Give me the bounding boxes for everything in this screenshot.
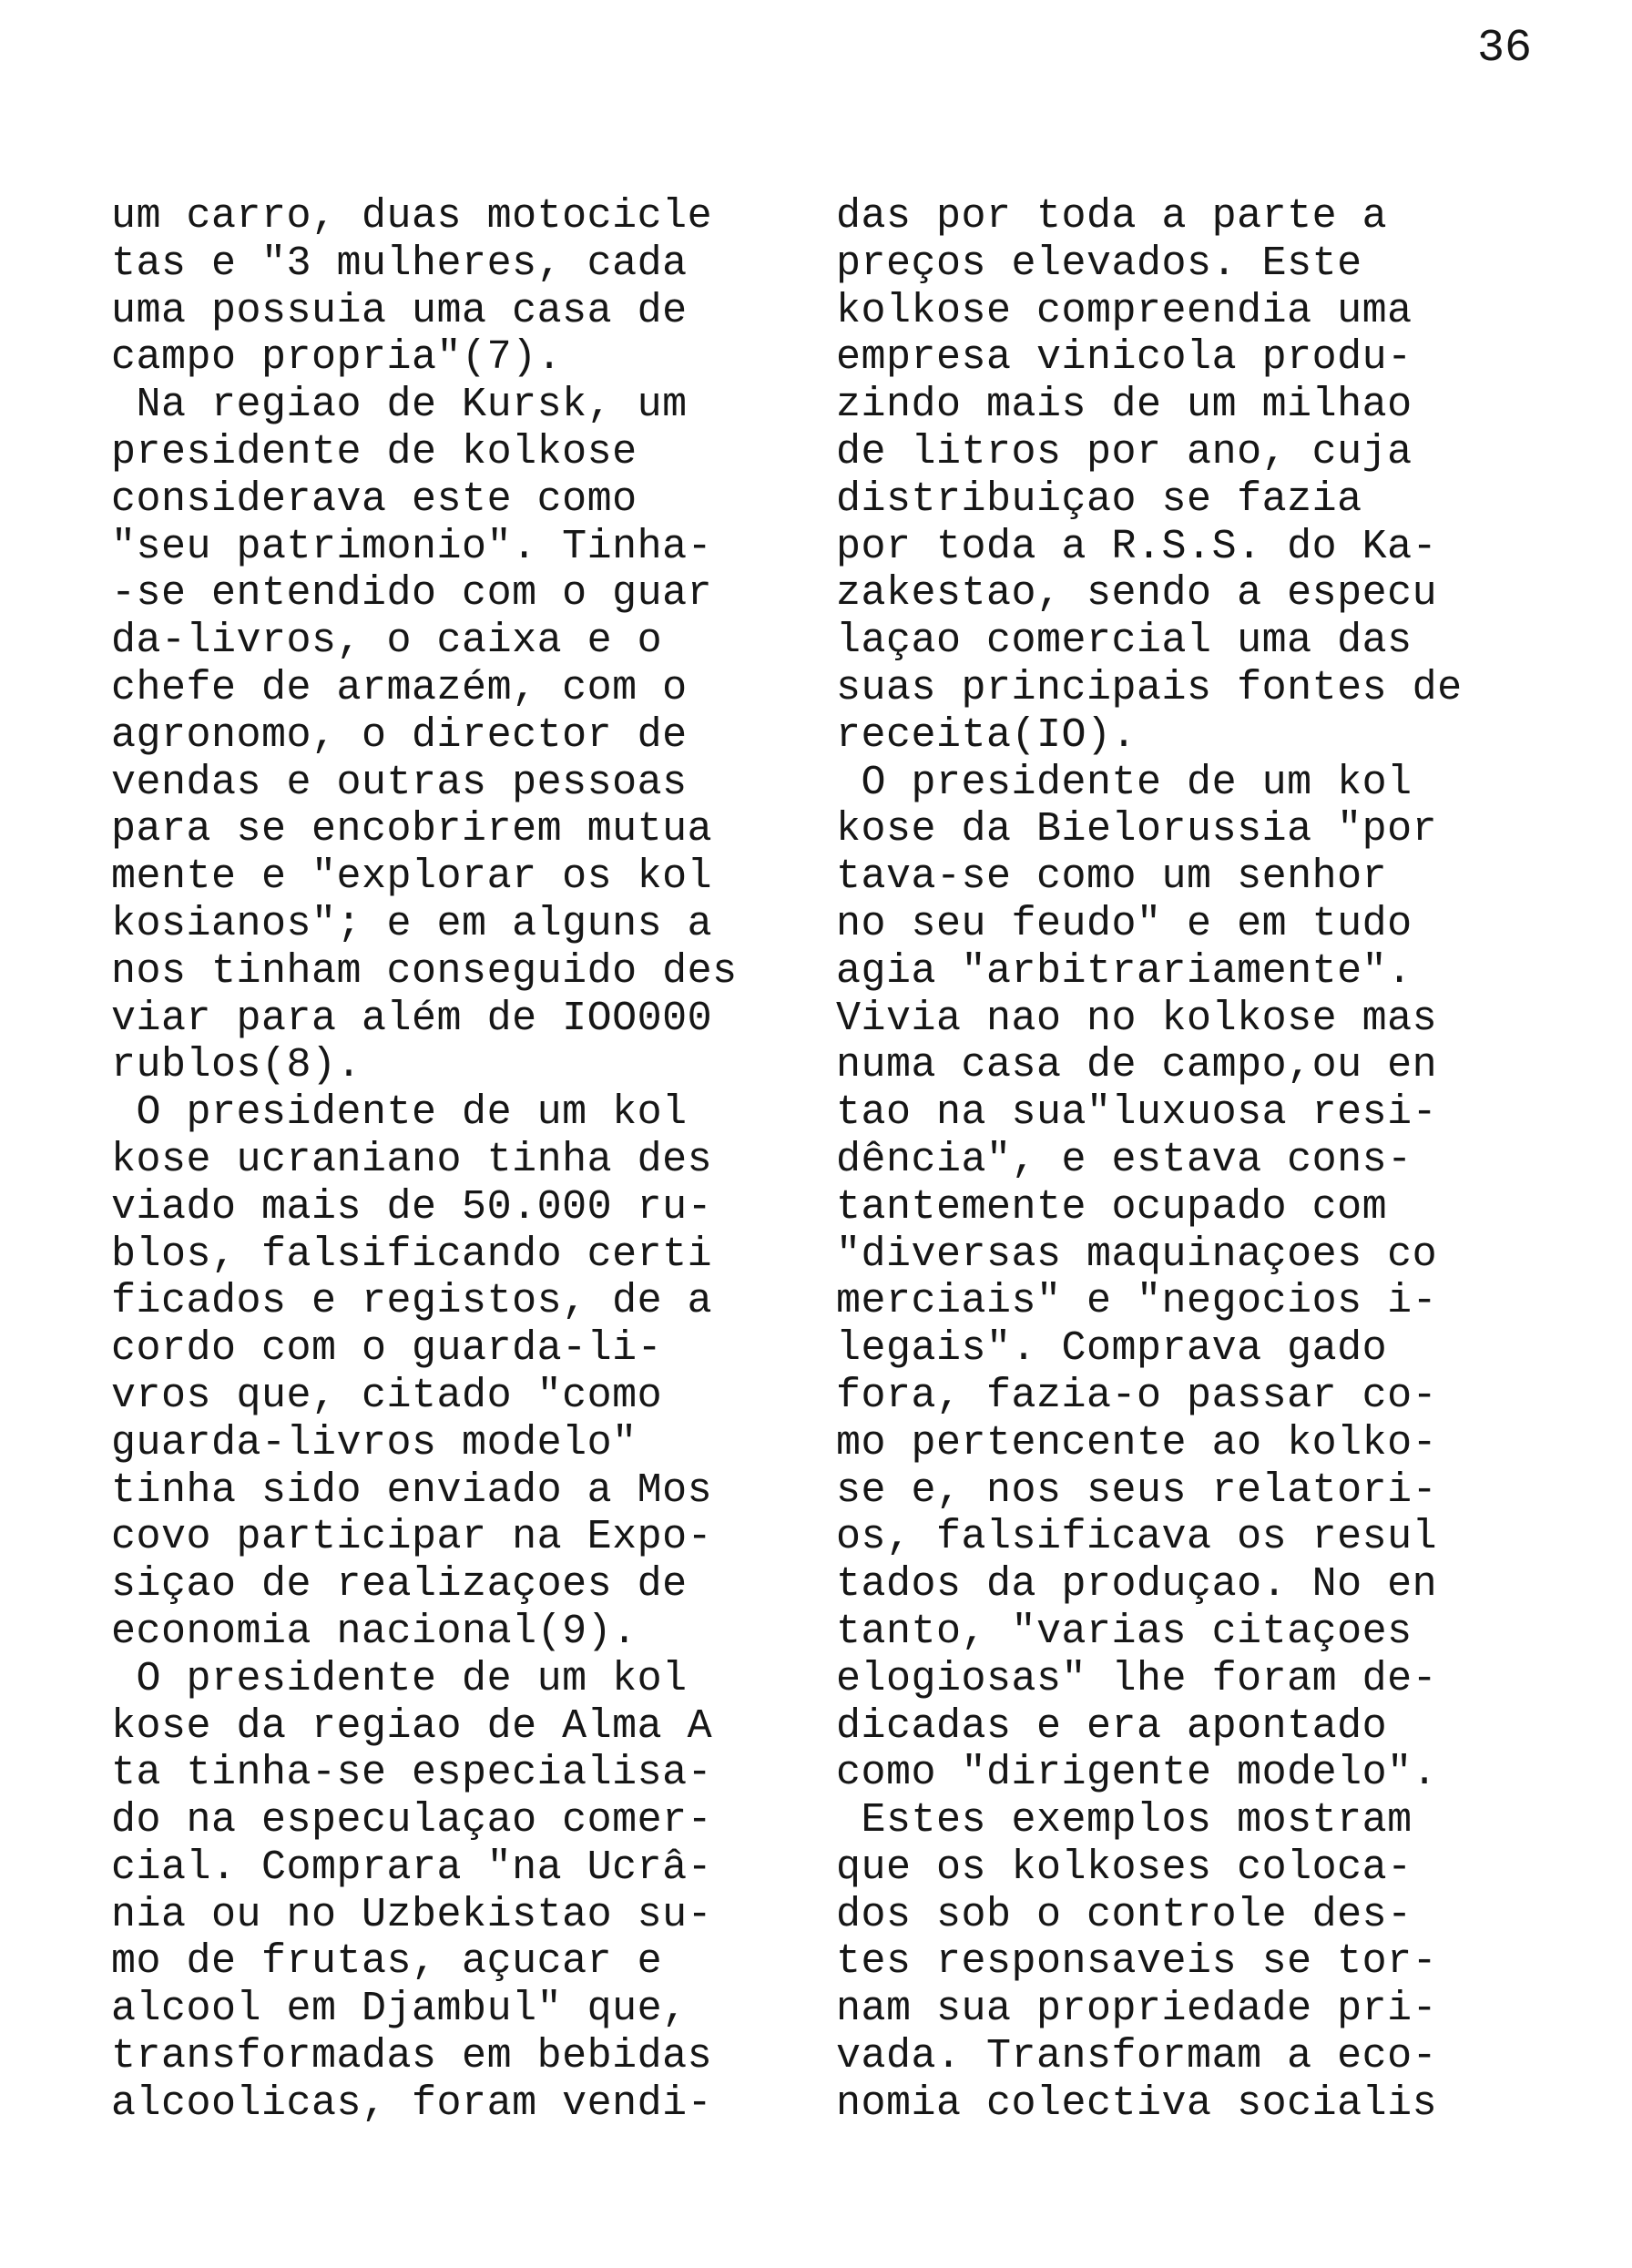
text-line: distribuiçao se fazia	[836, 475, 1362, 523]
text-line: mo pertencente ao kolko-	[836, 1419, 1438, 1466]
text-line: kose da regiao de Alma A	[111, 1702, 713, 1750]
text-line: mo de frutas, açucar e	[111, 1938, 663, 1986]
text-line: numa casa de campo,ou en	[836, 1042, 1438, 1089]
text-line: vada. Transformam a eco-	[836, 2033, 1438, 2080]
text-line: alcool em Djambul" que,	[111, 1986, 688, 2033]
text-line: dos sob o controle des-	[836, 1891, 1413, 1938]
right-column	[836, 193, 1601, 2128]
text-line: fora, fazia-o passar co-	[836, 1372, 1438, 1419]
text-line: kose ucraniano tinha des	[111, 1136, 713, 1183]
text-line: Estes exemplos mostram	[836, 1797, 1413, 1844]
text-line: preços elevados. Este	[836, 240, 1362, 287]
text-line: viar para além de IOO000	[111, 995, 713, 1042]
text-line: Na regiao de Kursk, um	[111, 382, 688, 429]
text-line: agia "arbitrariamente".	[836, 947, 1413, 995]
text-line: ta tinha-se especialisa-	[111, 1750, 713, 1797]
text-line: chefe de armazém, com o	[111, 664, 688, 711]
text-line: agronomo, o director de	[111, 711, 688, 759]
text-line: da-livros, o caixa e o	[111, 618, 663, 665]
text-line: legais". Comprava gado	[836, 1325, 1388, 1373]
text-line: nos tinham conseguido des	[111, 947, 738, 995]
text-line: suas principais fontes de	[836, 664, 1463, 711]
text-line: nia ou no Uzbekistao su-	[111, 1891, 713, 1938]
text-line: empresa vinicola produ-	[836, 334, 1413, 382]
text-line: viado mais de 50.000 ru-	[111, 1183, 713, 1231]
text-line: como "dirigente modelo".	[836, 1750, 1438, 1797]
text-line: alcoolicas, foram vendi-	[111, 2079, 713, 2127]
text-line: O presidente de um kol	[111, 1655, 688, 1702]
text-line: cial. Comprara "na Ucrâ-	[111, 1844, 713, 1891]
text-line: vros que, citado "como	[111, 1372, 663, 1419]
text-line: tao na sua"luxuosa resi-	[836, 1089, 1438, 1137]
text-line: cordo com o guarda-li-	[111, 1325, 663, 1373]
text-line: presidente de kolkose	[111, 428, 638, 475]
text-line: um carro, duas motocicle	[111, 193, 713, 240]
text-line: merciais" e "negocios i-	[836, 1278, 1438, 1325]
text-line: tinha sido enviado a Mos	[111, 1466, 713, 1514]
text-line: tados da produçao. No en	[836, 1561, 1438, 1609]
text-line: receita(IO).	[836, 711, 1137, 759]
text-line: kolkose compreendia uma	[836, 287, 1413, 334]
text-line: economia nacional(9).	[111, 1608, 638, 1655]
text-line: uma possuia uma casa de	[111, 287, 688, 334]
text-line: por toda a R.S.S. do Ka-	[836, 523, 1438, 570]
text-line: "diversas maquinaçoes co	[836, 1231, 1438, 1278]
text-line: se e, nos seus relatori-	[836, 1466, 1438, 1514]
text-line: de litros por ano, cuja	[836, 428, 1413, 475]
text-line: Vivia nao no kolkose mas	[836, 995, 1438, 1042]
text-line: rublos(8).	[111, 1042, 362, 1089]
text-line: "seu patrimonio". Tinha-	[111, 523, 713, 570]
text-line: das por toda a parte a	[836, 193, 1388, 240]
text-line: nomia colectiva socialis	[836, 2079, 1438, 2127]
text-line: guarda-livros modelo"	[111, 1419, 638, 1466]
text-line: nam sua propriedade pri-	[836, 1986, 1438, 2033]
text-line: para se encobrirem mutua	[111, 806, 713, 853]
text-line: zindo mais de um milhao	[836, 382, 1413, 429]
text-line: elogiosas" lhe foram de-	[836, 1655, 1438, 1702]
text-line: que os kolkoses coloca-	[836, 1844, 1413, 1891]
text-line: campo propria"(7).	[111, 334, 563, 382]
text-line: tava-se como um senhor	[836, 853, 1388, 901]
text-line: O presidente de um kol	[111, 1089, 688, 1137]
text-line: covo participar na Expo-	[111, 1514, 713, 1561]
text-line: ficados e registos, de a	[111, 1278, 713, 1325]
text-line: -se entendido com o guar	[111, 570, 713, 618]
text-line: vendas e outras pessoas	[111, 759, 688, 806]
text-line: transformadas em bebidas	[111, 2033, 713, 2080]
text-line: laçao comercial uma das	[836, 618, 1413, 665]
text-line: zakestao, sendo a especu	[836, 570, 1438, 618]
text-line: blos, falsificando certi	[111, 1231, 713, 1278]
text-line: do na especulaçao comer-	[111, 1797, 713, 1844]
text-line: siçao de realizaçoes de	[111, 1561, 688, 1609]
text-line: tes responsaveis se tor-	[836, 1938, 1438, 1986]
text-line: mente e "explorar os kol	[111, 853, 713, 901]
text-line: tas e "3 mulheres, cada	[111, 240, 688, 287]
page-number: 36	[1477, 23, 1533, 75]
text-line: considerava este como	[111, 475, 638, 523]
text-line: tanto, "varias citaçoes	[836, 1608, 1413, 1655]
text-line: tantemente ocupado com	[836, 1183, 1388, 1231]
text-line: os, falsificava os resul	[836, 1514, 1438, 1561]
text-line: kosianos"; e em alguns a	[111, 900, 713, 947]
left-column	[111, 193, 821, 2128]
text-line: dicadas e era apontado	[836, 1702, 1388, 1750]
text-line: no seu feudo" e em tudo	[836, 900, 1413, 947]
text-line: dência", e estava cons-	[836, 1136, 1413, 1183]
text-line: O presidente de um kol	[836, 759, 1413, 806]
text-line: kose da Bielorussia "por	[836, 806, 1438, 853]
